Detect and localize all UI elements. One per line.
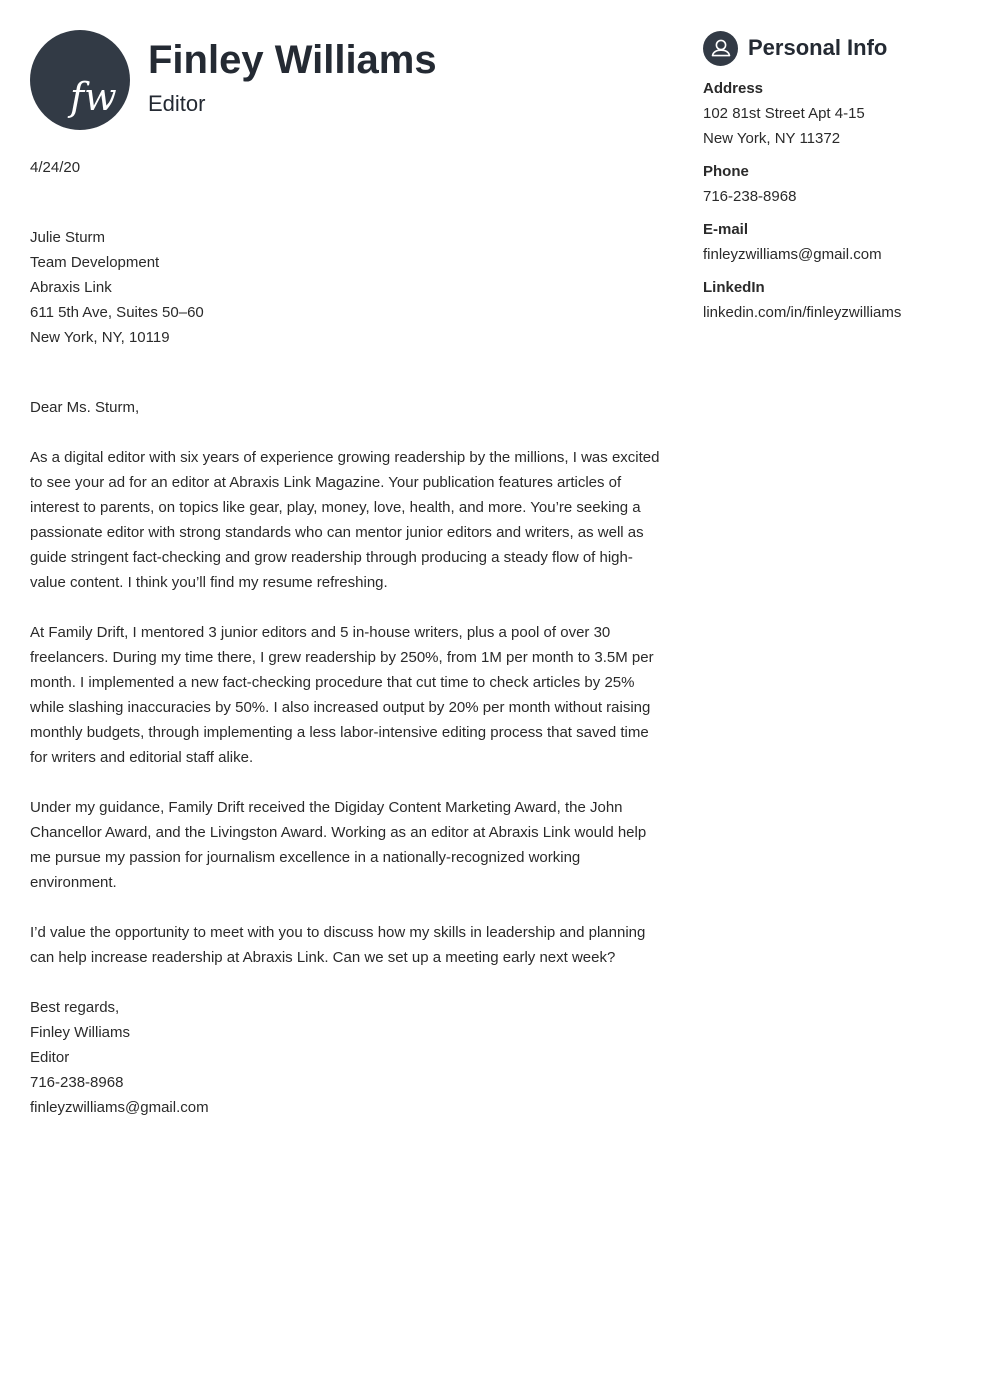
recipient-name: Julie Sturm [30,229,106,246]
address-line-1: 102 81st Street Apt 4-15 [703,105,865,122]
applicant-job-title: Editor [148,91,206,116]
email-group [703,217,973,267]
address-line-2: New York, NY 11372 [703,130,841,147]
recipient-company: Abraxis Link [30,279,112,296]
salutation: Dear Ms. Sturm, [30,399,140,416]
phone-label: Phone [703,163,749,180]
monogram-initials: fw [70,75,117,119]
signature-block [30,995,666,1120]
signature-email: finleyzwilliams@gmail.com [30,1099,209,1116]
letter-paragraph-awards: Under my guidance, Family Drift received the Digiday Content Marketing Award, the John Chancellor Award, and the Livingston Award. Working as an editor at Abraxis Link would help me pursue my passion for journalism excellence in a nationally-recognized working environment. [30,799,647,891]
phone-value: 716-238-8968 [703,188,797,205]
letter-paragraph-intro: As a digital editor with six years of experience growing readership by the millions, I was excited to see your ad for an editor at Abraxis Link Magazine. Your publication features articles of interest to parents, on topics like gear, play, money, love, health, and more. You’re seeking a passionate editor with strong standards who can mentor junior editors and writers, as well as guide stringent fact-checking and grow readership through producing a steady flow of high-value content. I think you’ll find my resume refreshing. [30,449,660,591]
recipient-street: 611 5th Ave, Suites 50–60 [30,304,204,321]
letter-date: 4/24/20 [30,159,81,176]
recipient-department: Team Development [30,254,160,271]
recipient-city: New York, NY, 10119 [30,329,170,346]
signature-title: Editor [30,1049,70,1066]
linkedin-value: linkedin.com/in/finleyzwilliams [703,304,902,321]
monogram-avatar [30,30,130,130]
address-group [703,76,973,151]
email-value: finleyzwilliams@gmail.com [703,246,882,263]
signature-name: Finley Williams [30,1024,131,1041]
letter-paragraph-closing: I’d value the opportunity to meet with you to discuss how my skills in leadership and planning can help increase readership at Abraxis Link. Can we set up a meeting early next week? [30,924,646,966]
address-label: Address [703,80,764,97]
letter-paragraph-experience: At Family Drift, I mentored 3 junior editors and 5 in-house writers, plus a pool of over 30 freelancers. During my time there, I grew readership by 250%, from 1M per month to 3.5M per month. I implemented a new fact-checking procedure that cut time to check articles by 25% while slashing inaccuracies by 50%. I also increased output by 20% per month without raising monthly budgets, through implementing a less labor-intensive editing process that saved time for writers and editorial staff alike. [30,624,654,766]
phone-group [703,159,973,209]
linkedin-group [703,275,973,325]
applicant-name: Finley Williams [148,38,437,82]
personal-info-sidebar [703,30,973,325]
email-label: E-mail [703,221,749,238]
linkedin-label: LinkedIn [703,279,765,296]
personal-info-header [703,30,973,66]
sign-off: Best regards, [30,999,120,1016]
letter-body [30,155,666,1120]
recipient-block [30,225,666,350]
signature-phone: 716-238-8968 [30,1074,124,1091]
person-icon [703,31,738,66]
personal-info-title: Personal Info [748,35,888,60]
